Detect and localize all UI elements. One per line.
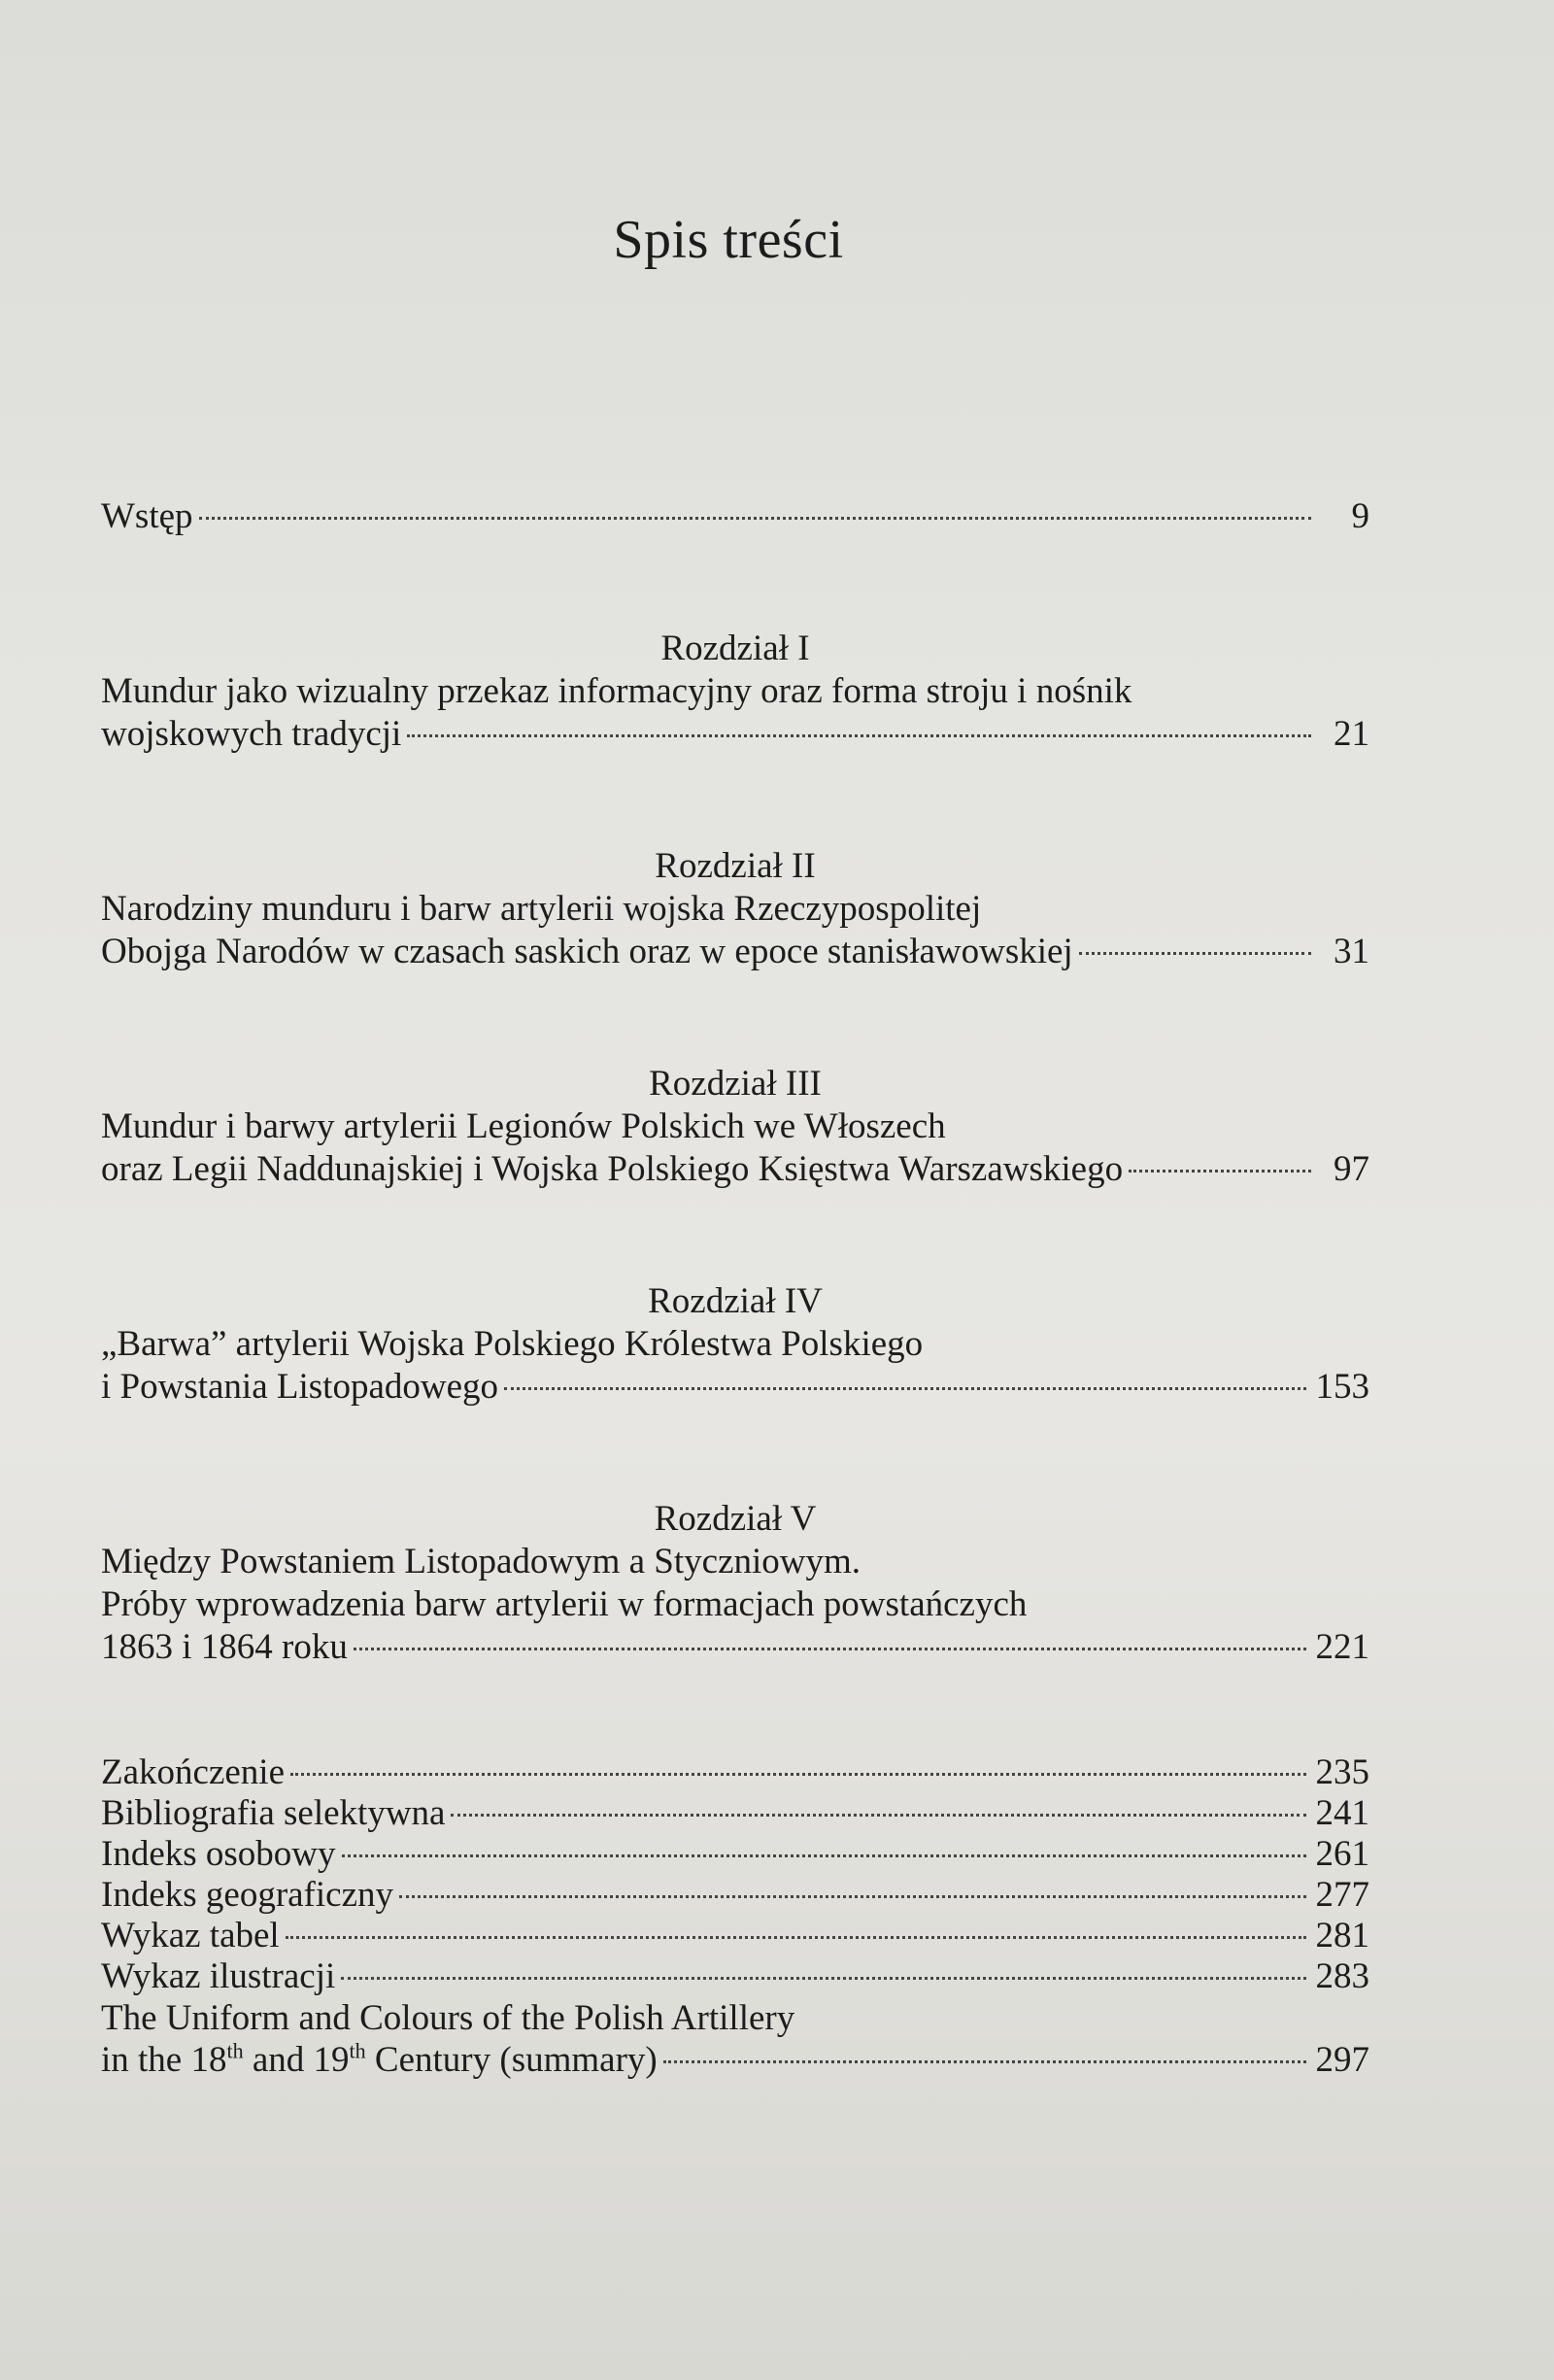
chapter-label: Rozdział IV: [648, 1281, 823, 1321]
leader-dots: [1129, 1170, 1311, 1173]
table-of-contents: [101, 495, 1369, 2081]
toc-page-number: 97: [1334, 1149, 1369, 1189]
leader-dots: [407, 734, 1311, 737]
toc-page-number: 153: [1315, 1367, 1369, 1407]
chapter-title-line: Obojga Narodów w czasach saskich oraz w epoce stanisławowskiej: [101, 932, 1073, 971]
leader-dots: [399, 1895, 1305, 1898]
leader-dots: [451, 1814, 1305, 1817]
toc-page-number: 9: [1351, 496, 1369, 536]
chapter-title-line: 1863 i 1864 roku: [101, 1627, 348, 1667]
toc-entry-label: Wykaz tabel: [101, 1916, 280, 1955]
toc-entry-tables-list[interactable]: [101, 1916, 1369, 1956]
toc-entry-label: Bibliografia selektywna: [101, 1793, 446, 1833]
chapter-title-line: Mundur i barwy artylerii Legionów Polskich we Włoszech: [101, 1106, 946, 1146]
chapter-3[interactable]: [101, 1063, 1369, 1191]
toc-page-number: 283: [1315, 1956, 1369, 1996]
chapter-title-line: Mundur jako wizualny przekaz informacyjny oraz forma stroju i nośnik: [101, 671, 1132, 711]
chapter-5[interactable]: [101, 1498, 1369, 1669]
toc-entry-label: Wykaz ilustracji: [101, 1956, 336, 1996]
toc-entry-label: Indeks geograficzny: [101, 1875, 394, 1915]
leader-dots: [341, 1977, 1305, 1980]
chapter-title-line: Narodziny munduru i barw artylerii wojska Rzeczypospolitej: [101, 889, 982, 929]
toc-page-number: 241: [1315, 1793, 1369, 1833]
toc-entry-person-index[interactable]: [101, 1834, 1369, 1875]
leader-dots: [342, 1854, 1306, 1857]
chapter-1[interactable]: [101, 628, 1369, 756]
chapter-label: Rozdział I: [660, 629, 810, 668]
toc-page-number: 221: [1315, 1627, 1369, 1667]
chapter-title-line: oraz Legii Naddunajskiej i Wojska Polskiego Księstwa Warszawskiego: [101, 1149, 1124, 1189]
toc-entry-summary[interactable]: [101, 1997, 1369, 2081]
toc-entry-geo-index[interactable]: [101, 1875, 1369, 1916]
end-matter: [101, 1752, 1369, 2081]
chapter-label: Rozdział II: [655, 846, 816, 886]
leader-dots: [1079, 952, 1311, 955]
toc-entry-conclusion[interactable]: [101, 1752, 1369, 1793]
chapter-title-line: i Powstania Listopadowego: [101, 1367, 499, 1407]
page-title: Spis treści: [613, 210, 844, 270]
leader-dots: [663, 2060, 1306, 2063]
summary-title-line: in the 18th and 19th Century (summary): [101, 2038, 658, 2080]
leader-dots: [504, 1387, 1305, 1390]
leader-dots: [290, 1773, 1306, 1776]
toc-entry-label: Zakończenie: [101, 1752, 285, 1792]
summary-title-line: The Uniform and Colours of the Polish Artillery: [101, 1998, 795, 2038]
chapter-title-line: Między Powstaniem Listopadowym a Styczniowym.: [101, 1542, 861, 1581]
chapter-title-line: „Barwa” artylerii Wojska Polskiego Królestwa Polskiego: [101, 1324, 924, 1364]
toc-page-number: 281: [1315, 1916, 1369, 1955]
leader-dots: [286, 1936, 1306, 1939]
chapter-label: Rozdział III: [649, 1064, 822, 1104]
toc-page-number: 31: [1334, 932, 1369, 971]
chapter-2[interactable]: [101, 845, 1369, 973]
leader-dots: [354, 1648, 1306, 1650]
toc-entry-intro[interactable]: [101, 495, 1369, 538]
toc-page-number: 21: [1334, 714, 1369, 754]
chapter-label: Rozdział V: [654, 1499, 817, 1539]
toc-page-number: 277: [1315, 1875, 1369, 1915]
toc-entry-label: Indeks osobowy: [101, 1834, 336, 1874]
chapter-4[interactable]: [101, 1280, 1369, 1409]
toc-entry-illustrations-list[interactable]: [101, 1956, 1369, 1997]
chapter-title-line: Próby wprowadzenia barw artylerii w formacjach powstańczych: [101, 1584, 1028, 1624]
toc-page-number: 235: [1315, 1752, 1369, 1792]
toc-page-number: 261: [1315, 1834, 1369, 1874]
toc-entry-bibliography[interactable]: [101, 1793, 1369, 1834]
toc-entry-label: Wstęp: [101, 496, 193, 536]
toc-page-number: 297: [1315, 2040, 1369, 2080]
chapter-title-line: wojskowych tradycji: [101, 714, 402, 754]
leader-dots: [199, 517, 1311, 520]
